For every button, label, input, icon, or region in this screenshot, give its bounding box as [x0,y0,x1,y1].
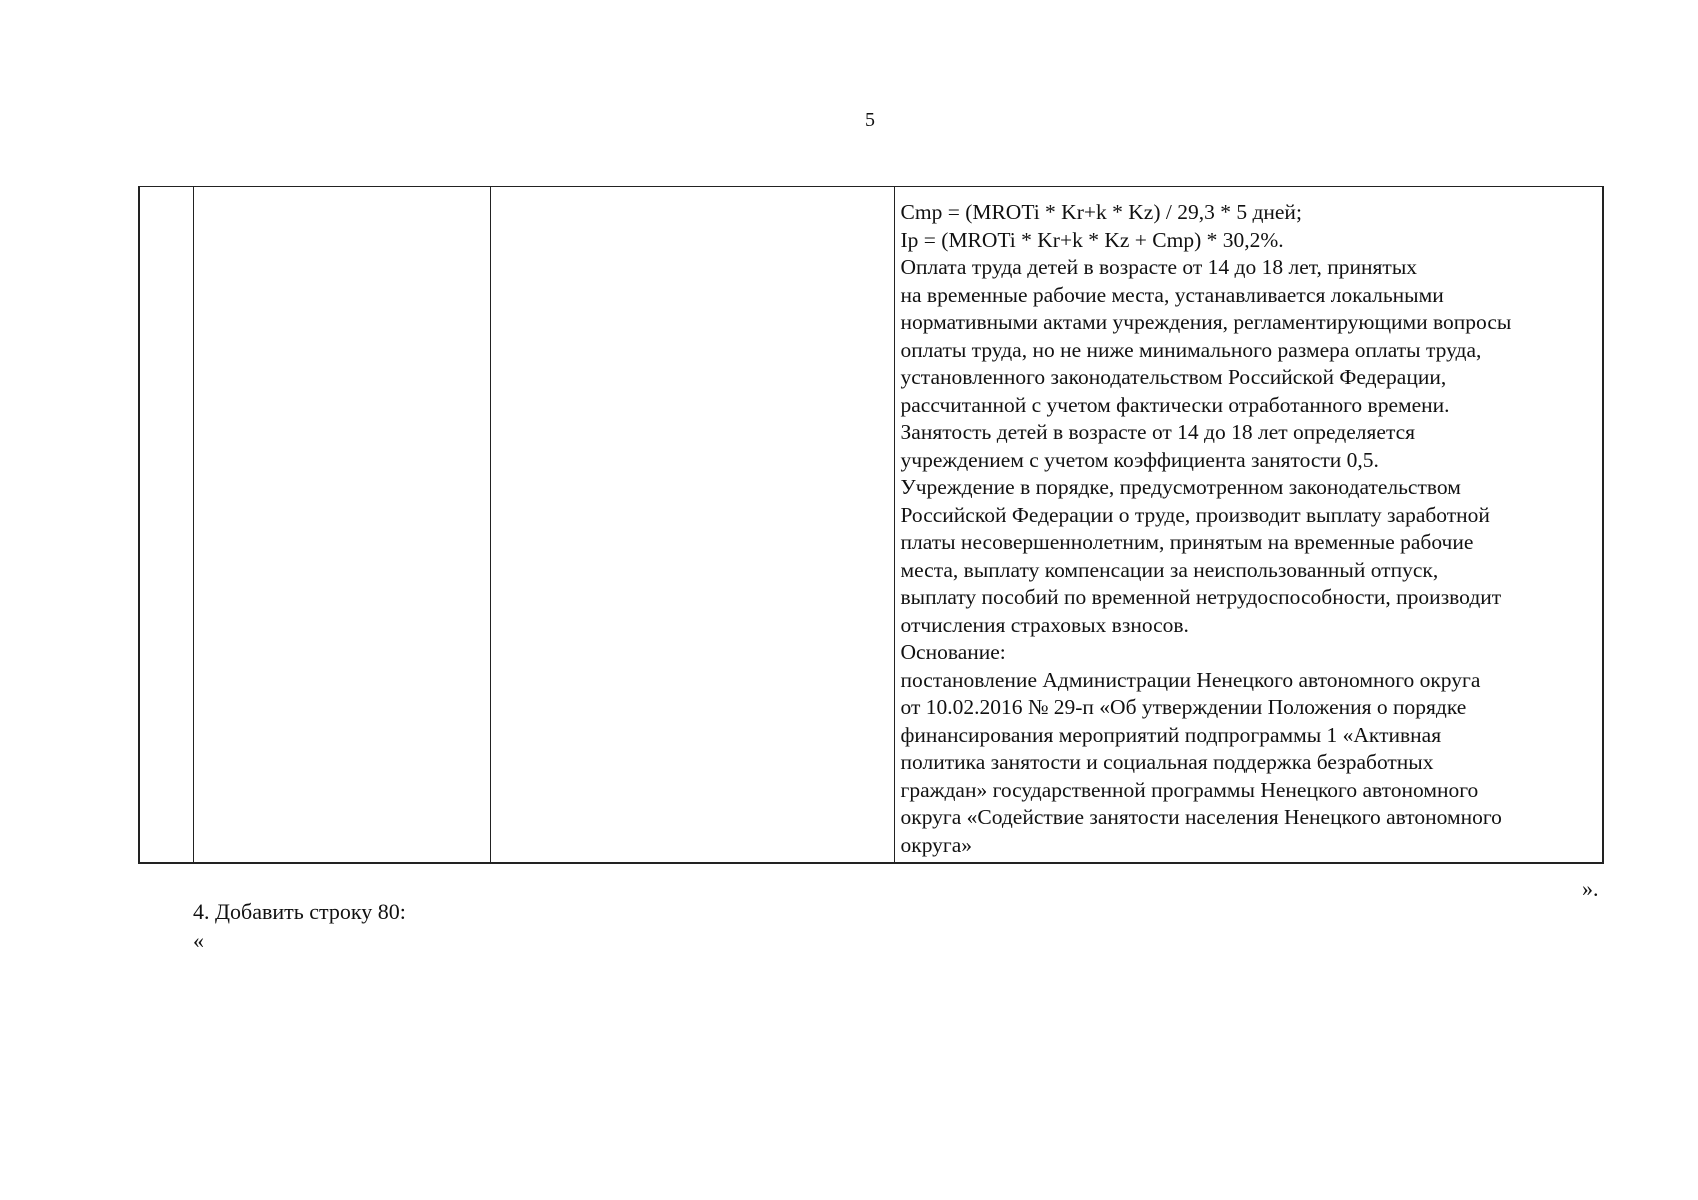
text-line: политика занятости и социальная поддержка безработных [900,750,1434,774]
text-line: Ip = (MROTi * Kr+k * Kz + Cmp) * 30,2%. [900,227,1284,252]
text-line: от 10.02.2016 № 29-п «Об утверждении Положения о порядке [900,695,1467,719]
text-line: оплаты труда, но не ниже минимального размера оплаты труда, [900,337,1482,362]
text-line: округа» [900,832,973,857]
text-line: финансирования мероприятий подпрограммы 1 «Активная [900,722,1442,747]
table-row [139,187,1603,864]
closing-quote: ». [1582,876,1599,901]
text-line: рассчитанной с учетом фактически отработанного времени. [900,392,1450,417]
opening-quote: « [193,928,204,953]
page-number: 5 [865,109,875,131]
cell-text-block [895,187,1603,859]
instruction-text: 4. Добавить строку 80: [193,899,406,924]
text-line: округа «Содействие занятости населения Ненецкого автономного [900,805,1502,829]
text-line: учреждением с учетом коэффициента занятости 0,5. [900,447,1379,472]
text-line: Оплата труда детей в возрасте от 14 до 18 лет, принятых [900,255,1418,279]
text-line: нормативными актами учреждения, регламентирующими вопросы [900,310,1512,334]
text-line: платы несовершеннолетним, принятым на временные рабочие [900,530,1474,554]
text-line: установленного законодательством Российской Федерации, [900,365,1447,389]
table-cell-number [139,187,193,864]
text-line: Cmp = (MROTi * Kr+k * Kz) / 29,3 * 5 дней; [900,200,1302,224]
text-line: Российской Федерации о труде, производит выплату заработной [900,502,1490,527]
text-line: граждан» государственной программы Ненецкого автономного [900,777,1479,802]
text-line: постановление Администрации Ненецкого автономного округа [900,667,1481,692]
table-cell-description [894,187,1603,864]
table-cell-category [490,187,894,864]
text-line: на временные рабочие места, устанавливается локальными [900,282,1444,307]
text-line: Занятость детей в возрасте от 14 до 18 лет определяется [900,420,1416,444]
text-line: места, выплату компенсации за неиспользованный отпуск, [900,557,1439,582]
table-cell-name [193,187,490,864]
document-table [138,186,1604,864]
text-line: Основание: [900,640,1006,664]
text-line: выплату пособий по временной нетрудоспособности, производит [900,585,1502,609]
text-line: Учреждение в порядке, предусмотренном законодательством [900,475,1461,499]
text-line: отчисления страховых взносов. [900,612,1189,637]
